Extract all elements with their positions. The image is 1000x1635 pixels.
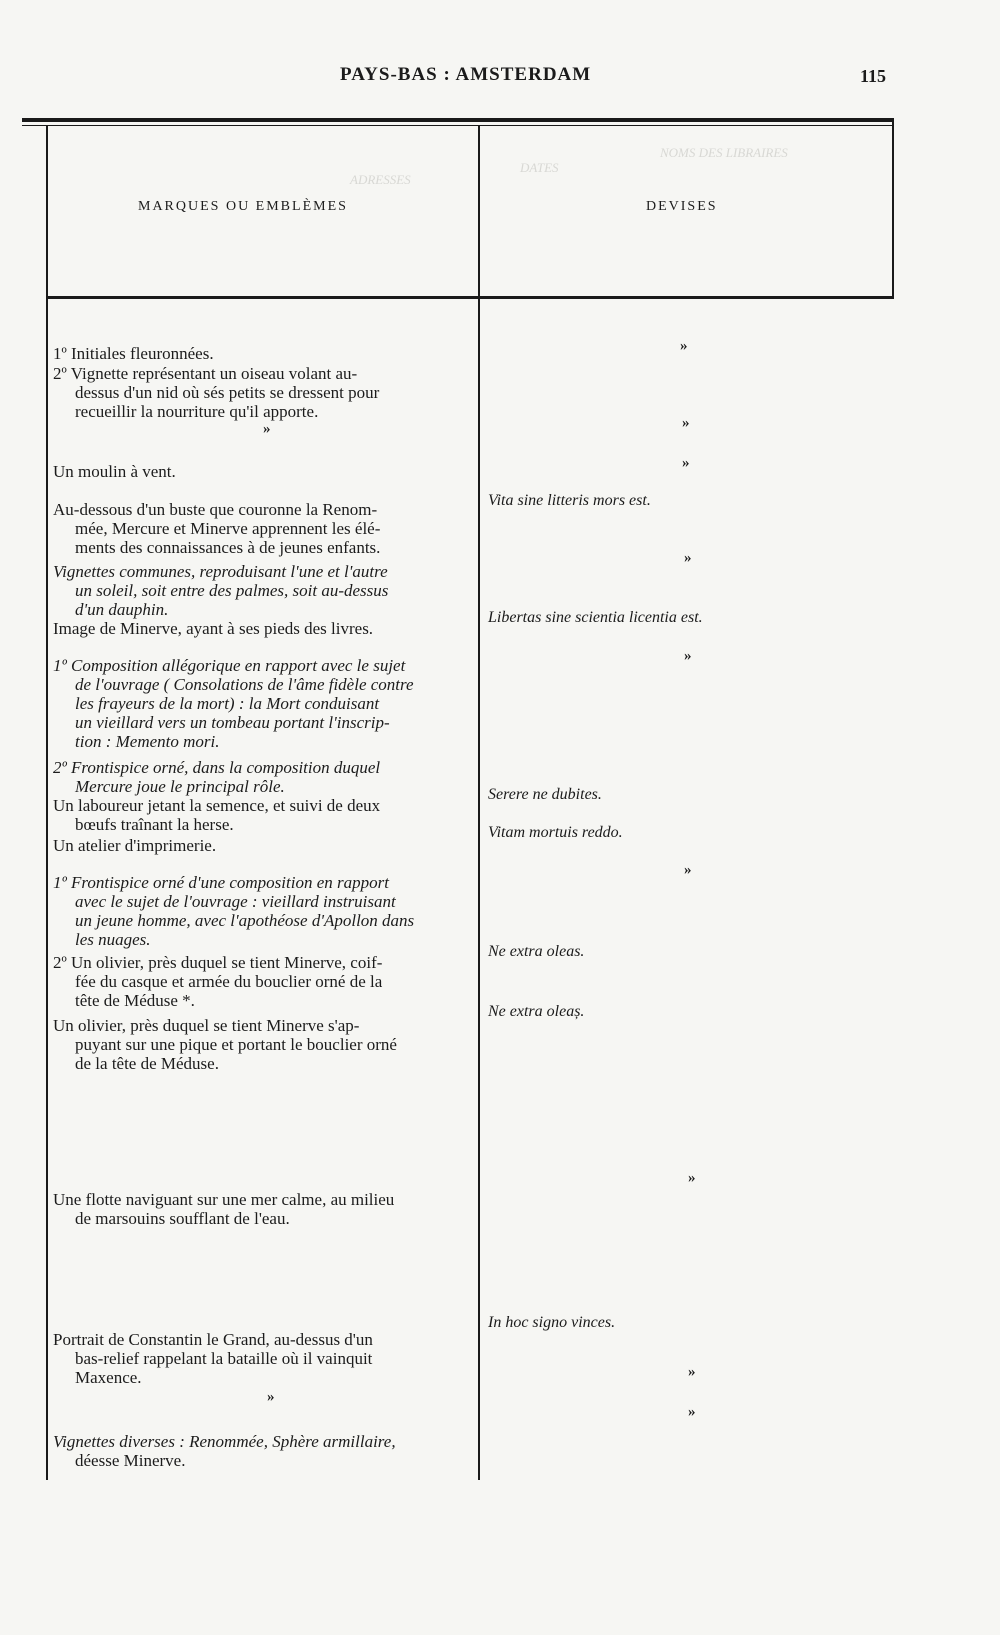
entry-line: un soleil, soit entre des palmes, soit au-dessus: [75, 581, 389, 600]
ditto-mark: »: [267, 1389, 275, 1405]
entry-line: les frayeurs de la mort) : la Mort conduisant: [75, 694, 380, 713]
emblem-entry: [53, 462, 176, 481]
left-border: [46, 126, 48, 1480]
header-rule: [48, 296, 894, 299]
entry-line: mée, Mercure et Minerve apprennent les élé-: [75, 519, 381, 538]
ditto-mark: »: [263, 421, 271, 437]
entry-line: de la tête de Méduse.: [75, 1054, 219, 1073]
devise-text: Vitam mortuis reddo.: [488, 824, 623, 841]
bleed-through-mark: ADRESSES: [350, 172, 411, 187]
ditto-mark: »: [684, 550, 692, 566]
entry-line: Maxence.: [75, 1368, 142, 1387]
top-rule-thick: [22, 118, 894, 122]
devise-text: Vita sine litteris mors est.: [488, 492, 651, 509]
entry-line: Portrait de Constantin le Grand, au-dessus d'un: [53, 1330, 373, 1349]
entry-line: Au-dessous d'un buste que couronne la Renom-: [53, 500, 378, 519]
ditto-mark: »: [688, 1364, 696, 1380]
emblem-entry: [53, 619, 373, 638]
emblem-entry: [53, 364, 379, 421]
ditto-mark: »: [684, 862, 692, 878]
devise-text: Ne extra oleaș.: [488, 1003, 585, 1020]
entry-line: Vignettes diverses : Renommée, Sphère armillaire,: [53, 1432, 396, 1451]
entry-line: puyant sur une pique et portant le bouclier orné: [75, 1035, 397, 1054]
emblem-entry: [53, 758, 380, 796]
ditto-mark: »: [684, 648, 692, 664]
devise-text: In hoc signo vinces.: [488, 1314, 616, 1331]
entry-line: dessus d'un nid où sés petits se dressent pour: [75, 383, 380, 402]
entry-line: un jeune homme, avec l'apothéose d'Apollon dans: [75, 911, 415, 930]
right-border: [892, 118, 894, 298]
devise-text: Libertas sine scientia licentia est.: [488, 609, 703, 626]
column-header-marques: MARQUES OU EMBLÈMES: [138, 199, 348, 214]
emblem-entry: [53, 953, 382, 1010]
entry-line: Vignettes communes, reproduisant l'une et l'autre: [53, 562, 388, 581]
ditto-mark: »: [688, 1170, 696, 1186]
entry-line: 2º Un olivier, près duquel se tient Minerve, coif-: [53, 953, 383, 972]
entry-line: 2º Frontispice orné, dans la composition duquel: [53, 758, 381, 777]
entry-line: 1º Frontispice orné d'une composition en rapport: [53, 873, 389, 892]
entry-line: recueillir la nourriture qu'il apporte.: [75, 402, 319, 421]
entry-line: Un moulin à vent.: [53, 462, 176, 481]
column-divider: [478, 126, 480, 1480]
emblem-entry: [53, 656, 414, 751]
entry-line: un vieillard vers un tombeau portant l'inscrip-: [75, 713, 390, 732]
entry-line: Un atelier d'imprimerie.: [53, 836, 217, 855]
emblem-entry: [53, 1190, 394, 1228]
entry-line: bas-relief rappelant la bataille où il vainquit: [75, 1349, 373, 1368]
emblem-entry: [53, 500, 380, 557]
entry-line: Mercure joue le principal rôle.: [75, 777, 285, 796]
emblem-entry: [53, 344, 214, 363]
entry-line: déesse Minerve.: [75, 1451, 186, 1470]
entry-line: 1º Composition allégorique en rapport avec le sujet: [53, 656, 406, 675]
emblem-entry: [53, 1330, 373, 1387]
entry-line: 2º Vignette représentant un oiseau volant au-: [53, 364, 358, 383]
running-head: [0, 62, 1000, 92]
running-title: PAYS-BAS : AMSTERDAM: [340, 64, 592, 85]
ditto-mark: »: [682, 455, 690, 471]
emblem-entry: [53, 1432, 396, 1470]
entry-line: 1º Initiales fleuronnées.: [53, 344, 214, 363]
emblem-entry: [53, 836, 216, 855]
entry-line: de l'ouvrage ( Consolations de l'âme fidèle contre: [75, 675, 414, 694]
entry-line: bœufs traînant la herse.: [75, 815, 234, 834]
ditto-mark: »: [682, 415, 690, 431]
emblem-entry: [53, 562, 388, 619]
entry-line: avec le sujet de l'ouvrage : vieillard instruisant: [75, 892, 396, 911]
emblem-entry: [53, 1016, 397, 1073]
ditto-mark: »: [680, 338, 688, 354]
devise-text: Ne extra oleas.: [488, 943, 585, 960]
bleed-through-mark: DATES: [520, 160, 559, 175]
column-header-devises: DEVISES: [646, 199, 718, 214]
entry-line: Un olivier, près duquel se tient Minerve s'ap-: [53, 1016, 360, 1035]
entry-line: les nuages.: [75, 930, 151, 949]
entry-line: ments des connaissances à de jeunes enfants.: [75, 538, 381, 557]
entry-line: Un laboureur jetant la semence, et suivi de deux: [53, 796, 381, 815]
entry-line: fée du casque et armée du bouclier orné de la: [75, 972, 383, 991]
page-number: 115: [860, 66, 887, 86]
entry-line: Image de Minerve, ayant à ses pieds des livres.: [53, 619, 374, 638]
ditto-mark: »: [688, 1404, 696, 1420]
bleed-through-mark: NOMS DES LIBRAIRES: [660, 145, 788, 160]
entry-line: Une flotte naviguant sur une mer calme, au milieu: [53, 1190, 395, 1209]
devise-text: Serere ne dubites.: [488, 786, 602, 803]
emblem-entry: [53, 796, 380, 834]
entry-line: tion : Memento mori.: [75, 732, 220, 751]
top-rule-thin: [22, 125, 894, 126]
entry-line: d'un dauphin.: [75, 600, 169, 619]
entry-line: de marsouins soufflant de l'eau.: [75, 1209, 290, 1228]
entry-line: tête de Méduse *.: [75, 991, 195, 1010]
emblem-entry: [53, 873, 414, 949]
